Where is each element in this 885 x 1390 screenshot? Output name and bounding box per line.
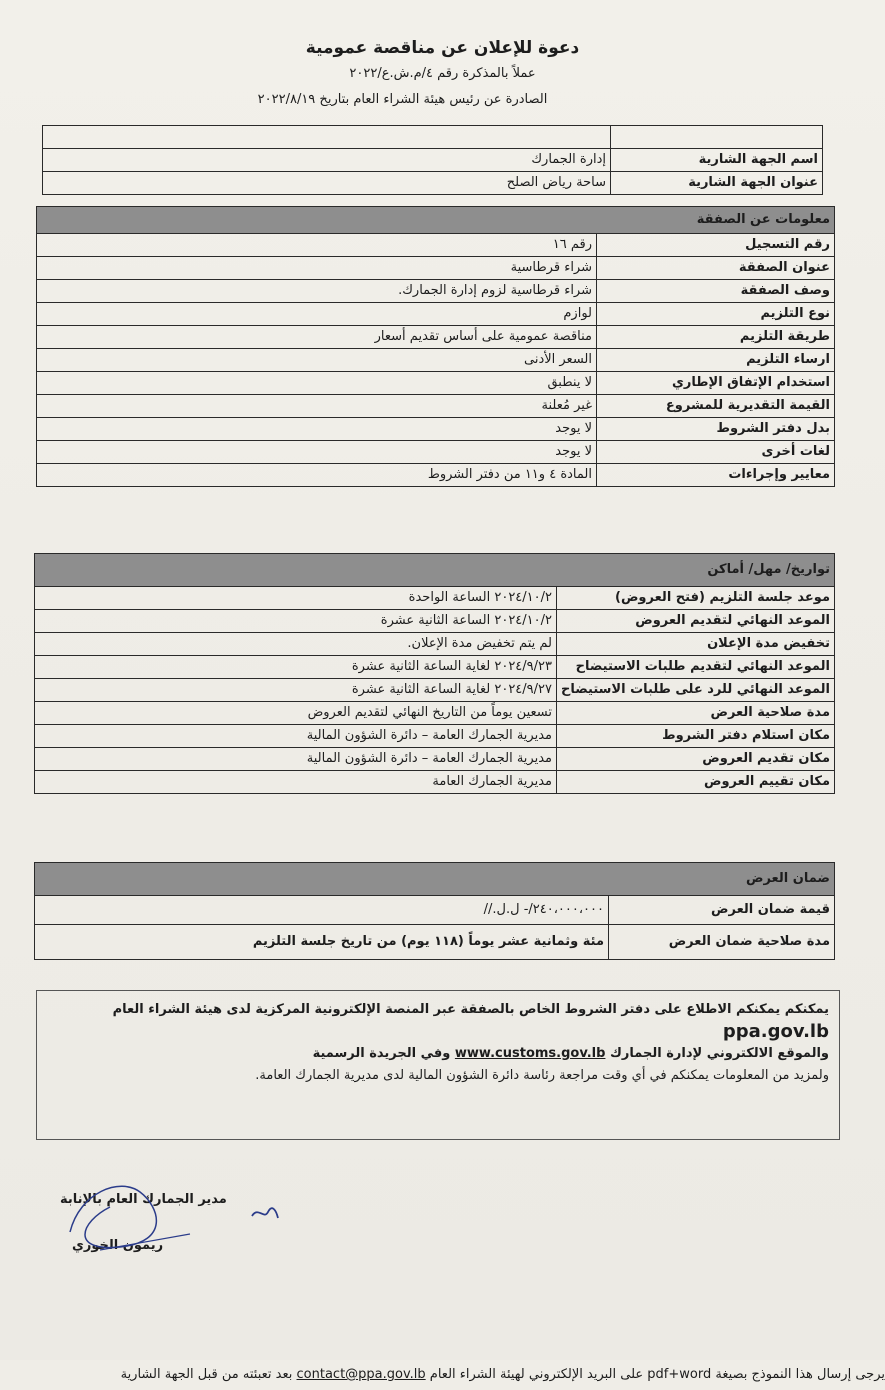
row-value: مديرية الجمارك العامة – دائرة الشؤون المالية xyxy=(35,748,557,771)
table-row xyxy=(35,771,835,794)
row-label: الموعد النهائي للرد على طلبات الاستيضاح xyxy=(557,679,835,702)
row-label: بدل دفتر الشروط xyxy=(597,418,835,441)
row-value: ٢٠٢٤/١٠/٢ الساعة الثانية عشرة xyxy=(35,610,557,633)
ppa-link[interactable]: ppa.gov.lb xyxy=(722,1021,829,1042)
table-row xyxy=(37,234,835,257)
row-value: تسعين يوماً من التاريخ النهائي لتقديم العروض xyxy=(35,702,557,725)
section-heading: معلومات عن الصفقة xyxy=(37,207,835,234)
row-value: ٢٠٢٤/١٠/٢ الساعة الواحدة xyxy=(35,587,557,610)
table-row xyxy=(35,587,835,610)
row-label: عنوان الصفقة xyxy=(597,257,835,280)
row-label: قيمة ضمان العرض xyxy=(609,896,835,925)
row-label: القيمة التقديرية للمشروع xyxy=(597,395,835,418)
table-row xyxy=(37,326,835,349)
row-label: مدة صلاحية العرض xyxy=(557,702,835,725)
table-row xyxy=(43,149,823,172)
row-value: لا ينطبق xyxy=(37,372,597,395)
memo-reference: عملاً بالمذكرة رقم ٤/م.ش.ع/٢٠٢٢ xyxy=(349,66,536,81)
table-row xyxy=(35,610,835,633)
row-value: المادة ٤ و١١ من دفتر الشروط xyxy=(37,464,597,487)
row-value: ساحة رياض الصلح xyxy=(43,172,611,195)
footer-instruction xyxy=(0,1360,885,1390)
notice-line: ولمزيد من المعلومات يمكنكم في أي وقت مراجعة رئاسة دائرة الشؤون المالية لدى مديرية الجمارك العامة. xyxy=(255,1068,829,1083)
row-value: لا يوجد xyxy=(37,418,597,441)
row-label: موعد جلسة التلزيم (فتح العروض) xyxy=(557,587,835,610)
table-row xyxy=(43,172,823,195)
section-heading: تواريخ/ مهل/ أماكن xyxy=(35,554,835,587)
document-title: دعوة للإعلان عن مناقصة عمومية xyxy=(305,38,580,58)
table-row xyxy=(37,464,835,487)
row-label: رقم التسجيل xyxy=(597,234,835,257)
table-row xyxy=(37,257,835,280)
table-row xyxy=(37,303,835,326)
row-label: الموعد النهائي لتقديم العروض xyxy=(557,610,835,633)
table-row xyxy=(35,656,835,679)
table-row xyxy=(37,280,835,303)
table-row xyxy=(35,633,835,656)
row-label: لغات أخرى xyxy=(597,441,835,464)
row-value: إدارة الجمارك xyxy=(43,149,611,172)
row-value: لم يتم تخفيض مدة الإعلان. xyxy=(35,633,557,656)
issue-reference: الصادرة عن رئيس هيئة الشراء العام بتاريخ ٢٠٢٢/٨/١٩ xyxy=(257,92,548,107)
row-value: مديرية الجمارك العامة xyxy=(35,771,557,794)
row-label: اسم الجهة الشارية xyxy=(611,149,823,172)
row-label: استخدام الإتفاق الإطاري xyxy=(597,372,835,395)
table-row xyxy=(37,349,835,372)
blank-cell xyxy=(611,126,823,149)
blank-cell xyxy=(43,126,611,149)
row-value: ٢٠٢٤/٩/٢٣ لغاية الساعة الثانية عشرة xyxy=(35,656,557,679)
notice-text: والموقع الالكتروني لإدارة الجمارك xyxy=(609,1046,829,1061)
row-label: عنوان الجهة الشارية xyxy=(611,172,823,195)
table-row xyxy=(35,748,835,771)
deal-table xyxy=(36,206,835,487)
initials-mark-icon xyxy=(250,1202,280,1224)
row-value: السعر الأدنى xyxy=(37,349,597,372)
table-row xyxy=(35,725,835,748)
row-value: شراء قرطاسية لزوم إدارة الجمارك. xyxy=(37,280,597,303)
table-row xyxy=(37,395,835,418)
row-label: الموعد النهائي لتقديم طلبات الاستيضاح xyxy=(557,656,835,679)
table-row xyxy=(37,418,835,441)
section-heading: ضمان العرض xyxy=(35,863,835,896)
signatory-title: مدير الجمارك العام بالإنابة xyxy=(60,1192,227,1207)
notice-line xyxy=(47,1043,829,1065)
footer-text: بعد تعبئته من قبل الجهة الشارية xyxy=(120,1367,293,1382)
notice-box xyxy=(36,990,840,1140)
row-value: رقم ١٦ xyxy=(37,234,597,257)
row-value: ٢٤٠،٠٠٠،٠٠٠/- ل.ل.// xyxy=(35,896,609,925)
footer-text: يرجى إرسال هذا النموذج بصيغة pdf+word على البريد الإلكتروني لهيئة الشراء العام xyxy=(429,1367,885,1382)
contact-email-link[interactable]: contact@ppa.gov.lb xyxy=(296,1367,426,1382)
table-row xyxy=(35,679,835,702)
signatory-name: ريمون الخوري xyxy=(72,1238,164,1253)
customs-link[interactable]: www.customs.gov.lb xyxy=(454,1046,606,1061)
row-label: طريقة التلزيم xyxy=(597,326,835,349)
row-label: تخفيض مدة الإعلان xyxy=(557,633,835,656)
row-label: مدة صلاحية ضمان العرض xyxy=(609,925,835,960)
table-row xyxy=(35,896,835,925)
row-value: مناقصة عمومية على أساس تقديم أسعار xyxy=(37,326,597,349)
row-value: ٢٠٢٤/٩/٢٧ لغاية الساعة الثانية عشرة xyxy=(35,679,557,702)
guarantee-table xyxy=(34,862,835,960)
table-row xyxy=(37,441,835,464)
row-label: مكان استلام دفتر الشروط xyxy=(557,725,835,748)
row-value: شراء قرطاسية xyxy=(37,257,597,280)
row-value: لوازم xyxy=(37,303,597,326)
notice-text: وفي الجريدة الرسمية xyxy=(312,1046,451,1061)
table-row xyxy=(37,372,835,395)
table-row xyxy=(35,925,835,960)
row-value: مئة وثمانية عشر يوماً (١١٨ يوم) من تاريخ جلسة التلزيم xyxy=(35,925,609,960)
table-row xyxy=(35,702,835,725)
row-label: مكان تقييم العروض xyxy=(557,771,835,794)
row-label: ارساء التلزيم xyxy=(597,349,835,372)
entity-table xyxy=(42,125,823,195)
row-label: معايير وإجراءات xyxy=(597,464,835,487)
row-value: لا يوجد xyxy=(37,441,597,464)
row-label: مكان تقديم العروض xyxy=(557,748,835,771)
row-label: وصف الصفقة xyxy=(597,280,835,303)
dates-table xyxy=(34,553,835,794)
row-value: غير مُعلنة xyxy=(37,395,597,418)
notice-line: يمكنكم يمكنكم الاطلاع على دفتر الشروط الخاص بالصفقة عبر المنصة الإلكترونية المركزية لدى هيئة الشراء العام xyxy=(112,1002,829,1017)
signature-scribble-icon xyxy=(40,1172,240,1262)
row-label: نوع التلزيم xyxy=(597,303,835,326)
row-value: مديرية الجمارك العامة – دائرة الشؤون المالية xyxy=(35,725,557,748)
